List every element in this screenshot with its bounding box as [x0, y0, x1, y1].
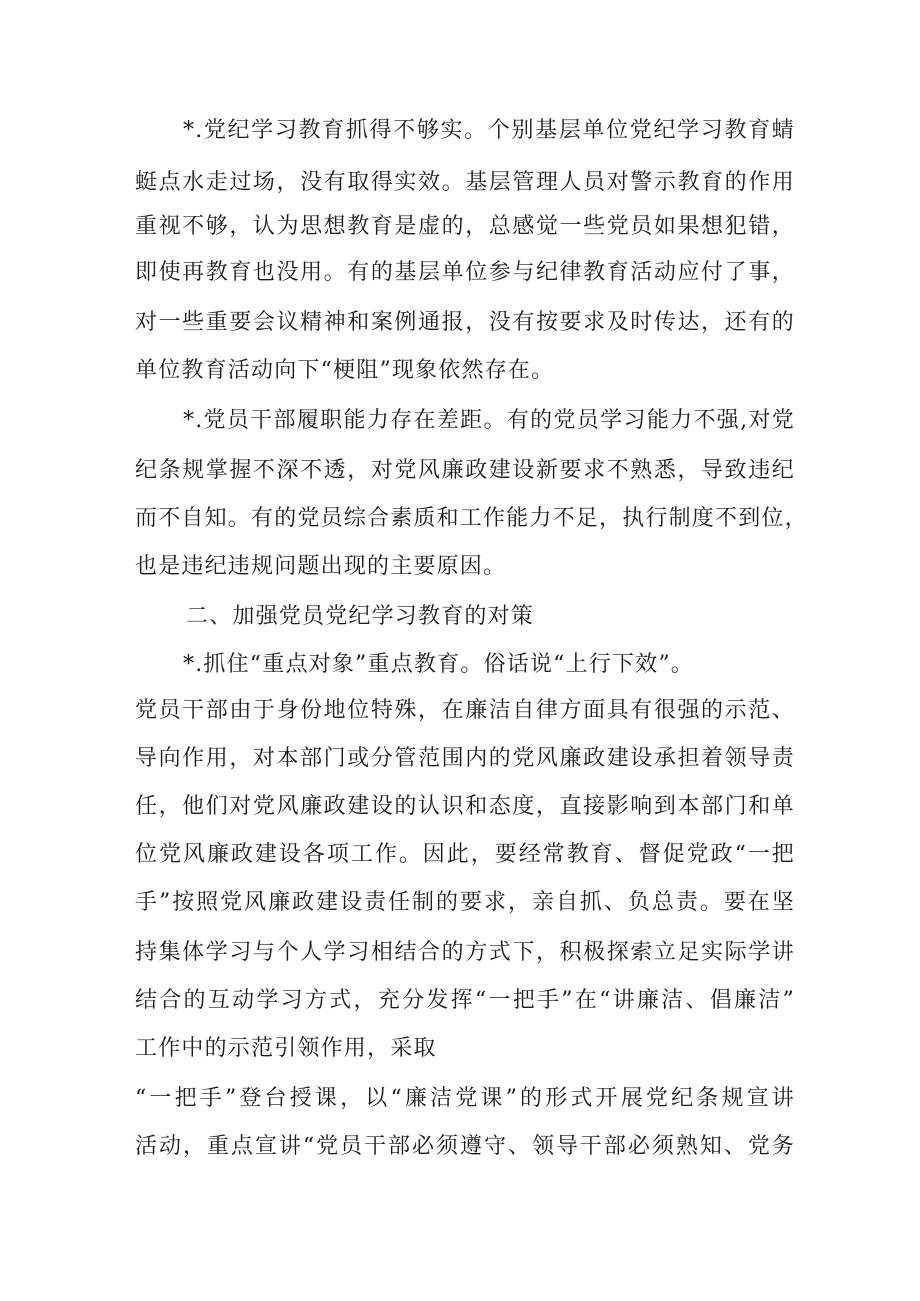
paragraph-1-line-3: 重视不够，认为思想教育是虚的，总感觉一些党员如果想犯错，	[135, 214, 795, 239]
paragraph-2-line-2: 纪条规掌握不深不透，对党风廉政建设新要求不熟悉，导致违纪	[135, 458, 795, 483]
paragraph-2-line-1: *.党员干部履职能力存在差距。有的党员学习能力不强,对党	[183, 408, 795, 433]
paragraph-2-line-3: 而不自知。有的党员综合素质和工作能力不足，执行制度不到位，	[135, 506, 808, 531]
paragraph-3-line-2: 党员干部由于身份地位特殊，在廉洁自律方面具有很强的示范、	[135, 698, 795, 723]
paragraph-3-line-1: *.抓住“重点对象”重点教育。俗话说“上行下效”。	[183, 652, 694, 677]
paragraph-1-line-2: 蜓点水走过场，没有取得实效。基层管理人员对警示教育的作用	[135, 170, 795, 195]
paragraph-2-line-4: 也是违纪违规问题出现的主要原因。	[135, 554, 507, 579]
paragraph-3-line-11: 活动，重点宣讲“党员干部必须遵守、领导干部必须熟知、党务	[135, 1134, 795, 1159]
paragraph-3-line-9: 工作中的示范引领作用，采取	[135, 1036, 437, 1061]
paragraph-1-line-1: *.党纪学习教育抓得不够实。个别基层单位党纪学习教育蜻	[183, 118, 795, 143]
paragraph-3-line-5: 位党风廉政建设各项工作。因此，要经常教育、督促党政“一把	[135, 842, 795, 867]
paragraph-3-line-3: 导向作用，对本部门或分管范围内的党风廉政建设承担着领导责	[135, 746, 795, 771]
paragraph-3-line-8: 结合的互动学习方式，充分发挥“一把手”在“讲廉洁、倡廉洁”	[135, 988, 795, 1013]
paragraph-3-line-6: 手”按照党风廉政建设责任制的要求，亲自抓、负总责。要在坚	[135, 890, 795, 915]
paragraph-1-line-6: 单位教育活动向下“梗阻”现象依然存在。	[135, 358, 555, 383]
paragraph-3-line-7: 持集体学习与个人学习相结合的方式下，积极探索立足实际学讲	[135, 940, 795, 965]
paragraph-3-line-10: “一把手”登台授课，以“廉洁党课”的形式开展党纪条规宣讲	[135, 1086, 795, 1111]
section-heading: 二、加强党员党纪学习教育的对策	[186, 604, 535, 629]
paragraph-1-line-4: 即使再教育也没用。有的基层单位参与纪律教育活动应付了事，	[135, 260, 795, 285]
paragraph-3-line-4: 任，他们对党风廉政建设的认识和态度，直接影响到本部门和单	[135, 794, 795, 819]
paragraph-1-line-5: 对一些重要会议精神和案例通报，没有按要求及时传达，还有的	[135, 310, 795, 335]
